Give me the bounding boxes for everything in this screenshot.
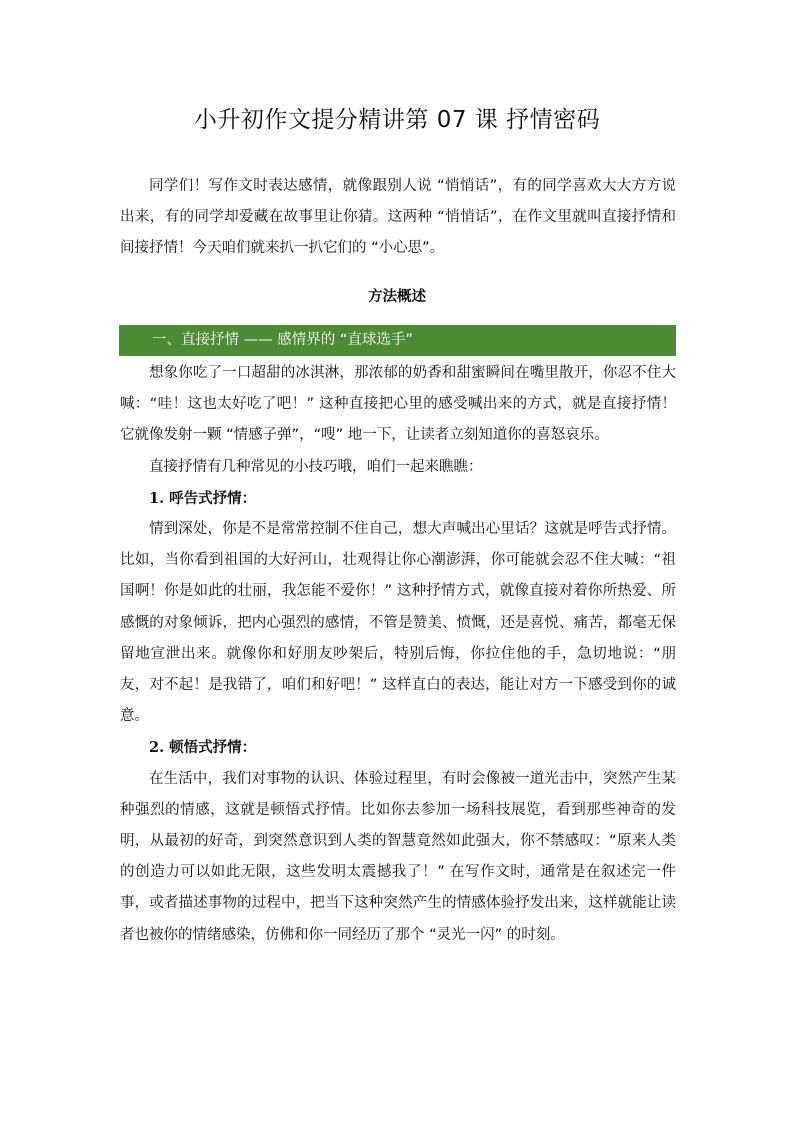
subheading-epiphany: 2. 顿悟式抒情： (149, 739, 257, 757)
subheading-apostrophe: 1. 呼告式抒情： (149, 489, 257, 507)
paragraph-apostrophe: 情到深处，你是不是常常控制不住自己，想大声喊出心里话？这就是呼告式抒情。比如，当你看到祖国的大好河山，壮观得让你心潮澎湃，你可能就会忍不住大喊：“祖国啊！你是如此的壮丽，我怎能不爱你！” 这种抒情方式，就像直接对着你所热爱、所感慨的对象倾诉，把内心强烈的感情，不管是赞美、愤慨，还是喜悦、痛苦，都毫无保留地宣泄出来。就像你和好朋友吵架后，特别后悔，你拉住他的手，急切地说：“朋友，对不起！是我错了，咱们和好吧！” 这样直白的表达，能让对方一下感受到你的诚意。 (120, 521, 676, 725)
paragraph-epiphany: 在生活中，我们对事物的认识、体验过程里，有时会像被一道光击中，突然产生某种强烈的情感，这就是顿悟式抒情。比如你去参加一场科技展览，看到那些神奇的发明，从最初的好奇，到突然意识到人类的智慧竟然如此强大，你不禁感叹：“原来人类的创造力可以如此无限，这些发明太震撼我了！” 在写作文时，通常是在叙述完一件事，或者描述事物的过程中，把当下这种突然产生的情感体验抒发出来，这样就能让读者也被你的情绪感染，仿佛和你一同经历了那个 “灵光一闪” 的时刻。 (120, 770, 676, 943)
paragraph-direct-intro: 想象你吃了一口超甜的冰淇淋，那浓郁的奶香和甜蜜瞬间在嘴里散开，你忍不住大喊：“哇！这也太好吃了吧！” 这种直接把心里的感受喊出来的方式，就是直接抒情！它就像发射一颗 “情感子弹”，“嗖” 地一下，让读者立刻知道你的喜怒哀乐。 (120, 365, 676, 444)
paragraph-techniques-lead: 直接抒情有几种常见的小技巧哦，咱们一起来瞧瞧： (149, 458, 483, 475)
intro-paragraph: 同学们！写作文时表达感情，就像跟别人说 “悄悄话”，有的同学喜欢大大方方说出来，有的同学却爱藏在故事里让你猜。这两种 “悄悄话”，在作文里就叫直接抒情和间接抒情！今天咱们就来扒一扒它们的 “小心思”。 (120, 178, 676, 256)
body-text (120, 358, 676, 951)
document-title: 小升初作文提分精讲第 07 课 抒情密码 (193, 107, 601, 133)
section-banner: 一、直接抒情 —— 感情界的 “直球选手” (119, 325, 676, 356)
section-heading: 方法概述 (368, 288, 426, 305)
